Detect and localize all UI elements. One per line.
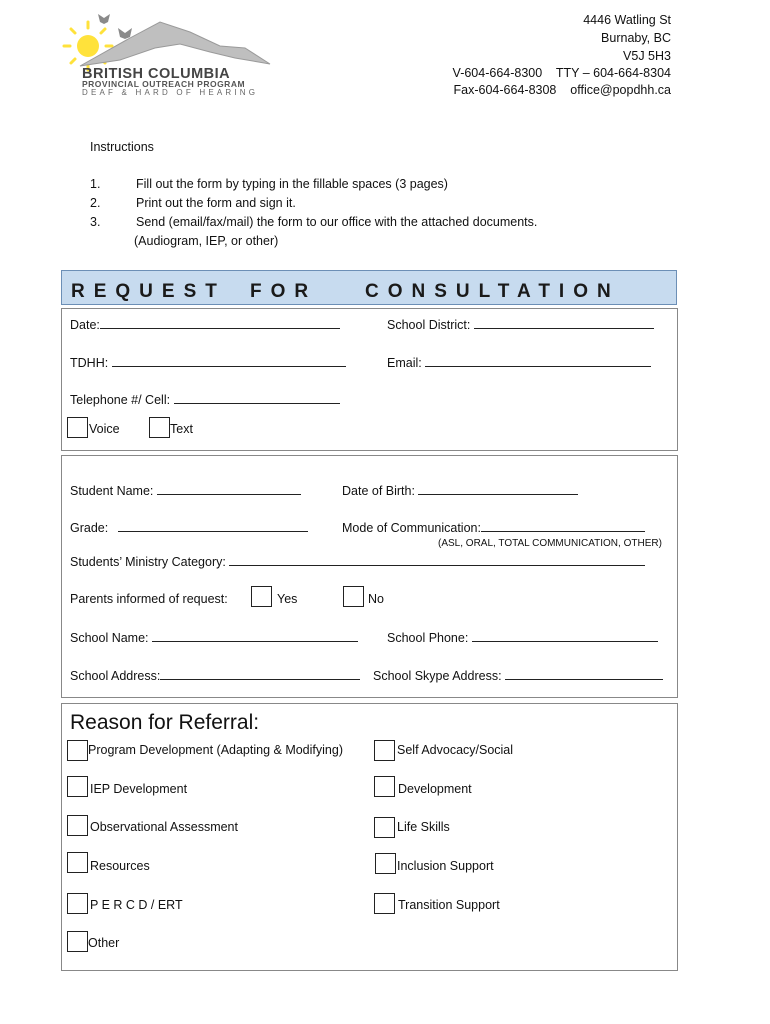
dob-label: Date of Birth:	[342, 484, 415, 498]
reason-option-label: Development	[398, 782, 472, 796]
reason-checkbox-self-advocacy[interactable]	[374, 740, 395, 761]
address-phone: V-604-664-8300 TTY – 604-664-8304	[452, 66, 671, 80]
tdhh-field[interactable]	[70, 354, 346, 370]
step-number: 3.	[90, 215, 101, 229]
date-label: Date:	[70, 318, 100, 332]
school-name-field[interactable]	[70, 629, 358, 645]
student-name-field[interactable]	[70, 482, 301, 498]
logo-tagline: DEAF & HARD OF HEARING	[82, 88, 259, 97]
yes-label: Yes	[277, 592, 298, 606]
reason-option-label: Observational Assessment	[90, 820, 238, 834]
telephone-field[interactable]	[70, 391, 340, 407]
school-phone-field[interactable]	[387, 629, 658, 645]
grade-label: Grade:	[70, 521, 109, 535]
text-label: Text	[170, 422, 193, 436]
step-text: Fill out the form by typing in the fillable spaces (3 pages)	[136, 177, 448, 191]
reason-checkbox-resources[interactable]	[67, 852, 88, 873]
title-word: FOR	[250, 281, 318, 302]
skype-label: School Skype Address:	[373, 669, 502, 683]
parents-informed-label: Parents informed of request:	[70, 592, 228, 606]
logo-title: BRITISH COLUMBIA	[82, 66, 231, 82]
reason-option-label: Other	[88, 936, 120, 950]
address-city: Burnaby, BC	[601, 31, 671, 45]
reason-option-label: Resources	[90, 859, 150, 873]
reason-option-label: Transition Support	[398, 898, 500, 912]
tdhh-label: TDHH:	[70, 356, 109, 370]
telephone-label: Telephone #/ Cell:	[70, 393, 171, 407]
reason-checkbox-percd-ert[interactable]	[67, 893, 88, 914]
email-field[interactable]	[387, 354, 651, 370]
ministry-label: Students’ Ministry Category:	[70, 555, 226, 569]
no-checkbox[interactable]	[343, 586, 364, 607]
reason-checkbox-iep-development[interactable]	[67, 776, 88, 797]
mode-hint: (ASL, ORAL, TOTAL COMMUNICATION, OTHER)	[438, 538, 662, 549]
dob-field[interactable]	[342, 482, 578, 498]
mode-label: Mode of Communication:	[342, 521, 481, 535]
step-text: Print out the form and sign it.	[136, 196, 296, 210]
reason-option-label: Inclusion Support	[397, 859, 494, 873]
step-note: (Audiogram, IEP, or other)	[134, 234, 279, 248]
voice-label: Voice	[89, 422, 120, 436]
reason-checkbox-life-skills[interactable]	[374, 817, 395, 838]
address-postal: V5J 5H3	[623, 49, 671, 63]
ministry-field[interactable]	[70, 553, 645, 569]
title-word: CONSULTATION	[365, 281, 620, 302]
butterfly-icon	[98, 14, 132, 39]
school-district-field[interactable]	[387, 316, 654, 332]
reason-option-label: IEP Development	[90, 782, 188, 796]
voice-checkbox[interactable]	[67, 417, 88, 438]
student-name-label: Student Name:	[70, 484, 154, 498]
reason-option-label: Program Development (Adapting & Modifying)	[88, 743, 343, 757]
step-text: Send (email/fax/mail) the form to our office with the attached documents.	[136, 215, 538, 229]
reason-checkbox-transition-support[interactable]	[374, 893, 395, 914]
reason-option-label: Life Skills	[397, 820, 450, 834]
form-title-bar	[61, 270, 677, 305]
reason-option-label: P E R C D / ERT	[90, 898, 183, 912]
step-number: 2.	[90, 196, 101, 210]
email-label: Email:	[387, 356, 422, 370]
reason-title: Reason for Referral:	[70, 711, 260, 734]
school-name-label: School Name:	[70, 631, 149, 645]
address-street: 4446 Watling St	[583, 13, 671, 27]
reason-checkbox-development[interactable]	[374, 776, 395, 797]
reason-checkbox-program-development[interactable]	[67, 740, 88, 761]
school-district-label: School District:	[387, 318, 471, 332]
logo-subtitle: PROVINCIAL OUTREACH PROGRAM	[82, 79, 246, 89]
school-address-label: School Address:	[70, 669, 161, 683]
school-address-field[interactable]	[70, 667, 360, 683]
date-field[interactable]	[70, 316, 340, 332]
reason-checkbox-inclusion-support[interactable]	[375, 853, 396, 874]
reason-checkbox-observational-assessment[interactable]	[67, 815, 88, 836]
grade-field[interactable]	[70, 519, 308, 535]
title-word: REQUEST	[71, 281, 226, 302]
reason-option-label: Self Advocacy/Social	[397, 743, 514, 757]
step-number: 1.	[90, 177, 101, 191]
no-label: No	[368, 592, 384, 606]
school-phone-label: School Phone:	[387, 631, 469, 645]
text-checkbox[interactable]	[149, 417, 170, 438]
mode-field[interactable]	[342, 519, 645, 535]
reason-checkbox-other[interactable]	[67, 931, 88, 952]
mountains-icon	[80, 22, 270, 66]
address-fax-email: Fax-604-664-8308 office@popdhh.ca	[453, 83, 671, 97]
instructions-heading: Instructions	[90, 140, 154, 154]
skype-field[interactable]	[373, 667, 663, 683]
yes-checkbox[interactable]	[251, 586, 272, 607]
